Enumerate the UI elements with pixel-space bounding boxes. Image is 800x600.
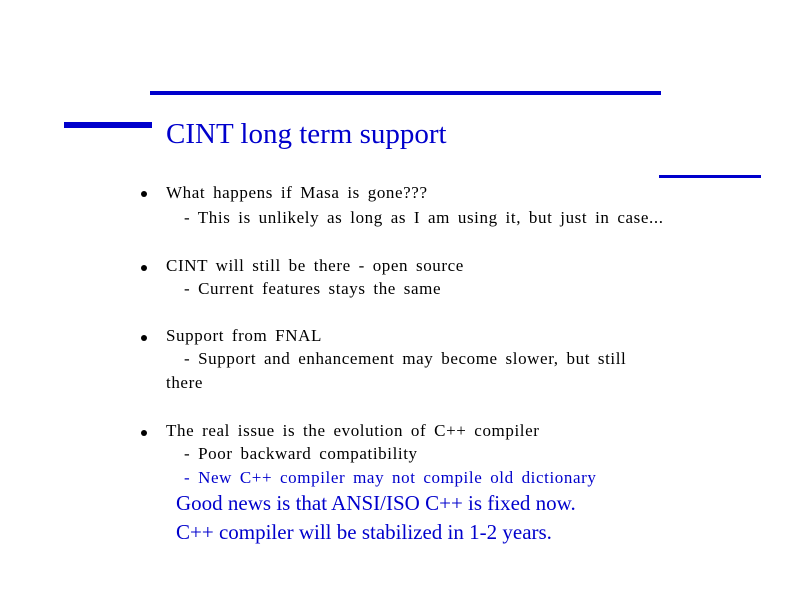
bullet-4-sub-1: - Poor backward compatibility (184, 444, 418, 463)
bullet-2-sub-1: - Current features stays the same (184, 279, 442, 298)
bullet-4-text: The real issue is the evolution of C++ compiler (166, 421, 540, 440)
bullet-icon (141, 191, 147, 197)
slide-title: CINT long term support (166, 118, 447, 150)
right-rule (659, 175, 761, 178)
bullet-3-sub-1: - Support and enhancement may become slower, but still (184, 349, 627, 368)
top-rule (150, 91, 661, 95)
good-news-line-1: Good news is that ANSI/ISO C++ is fixed now. (176, 491, 576, 515)
left-rule (64, 122, 152, 128)
bullet-3-text: Support from FNAL (166, 326, 322, 345)
bullet-icon (141, 430, 147, 436)
bullet-1-text: What happens if Masa is gone??? (166, 183, 428, 202)
bullet-icon (141, 335, 147, 341)
bullet-3-continuation: there (166, 373, 203, 392)
bullet-2-text: CINT will still be there - open source (166, 256, 464, 275)
bullet-4-sub-2: - New C++ compiler may not compile old dictionary (184, 468, 597, 487)
good-news-line-2: C++ compiler will be stabilized in 1-2 years. (176, 520, 552, 544)
bullet-icon (141, 265, 147, 271)
bullet-1-sub-1: - This is unlikely as long as I am using it, but just in case... (184, 208, 664, 227)
